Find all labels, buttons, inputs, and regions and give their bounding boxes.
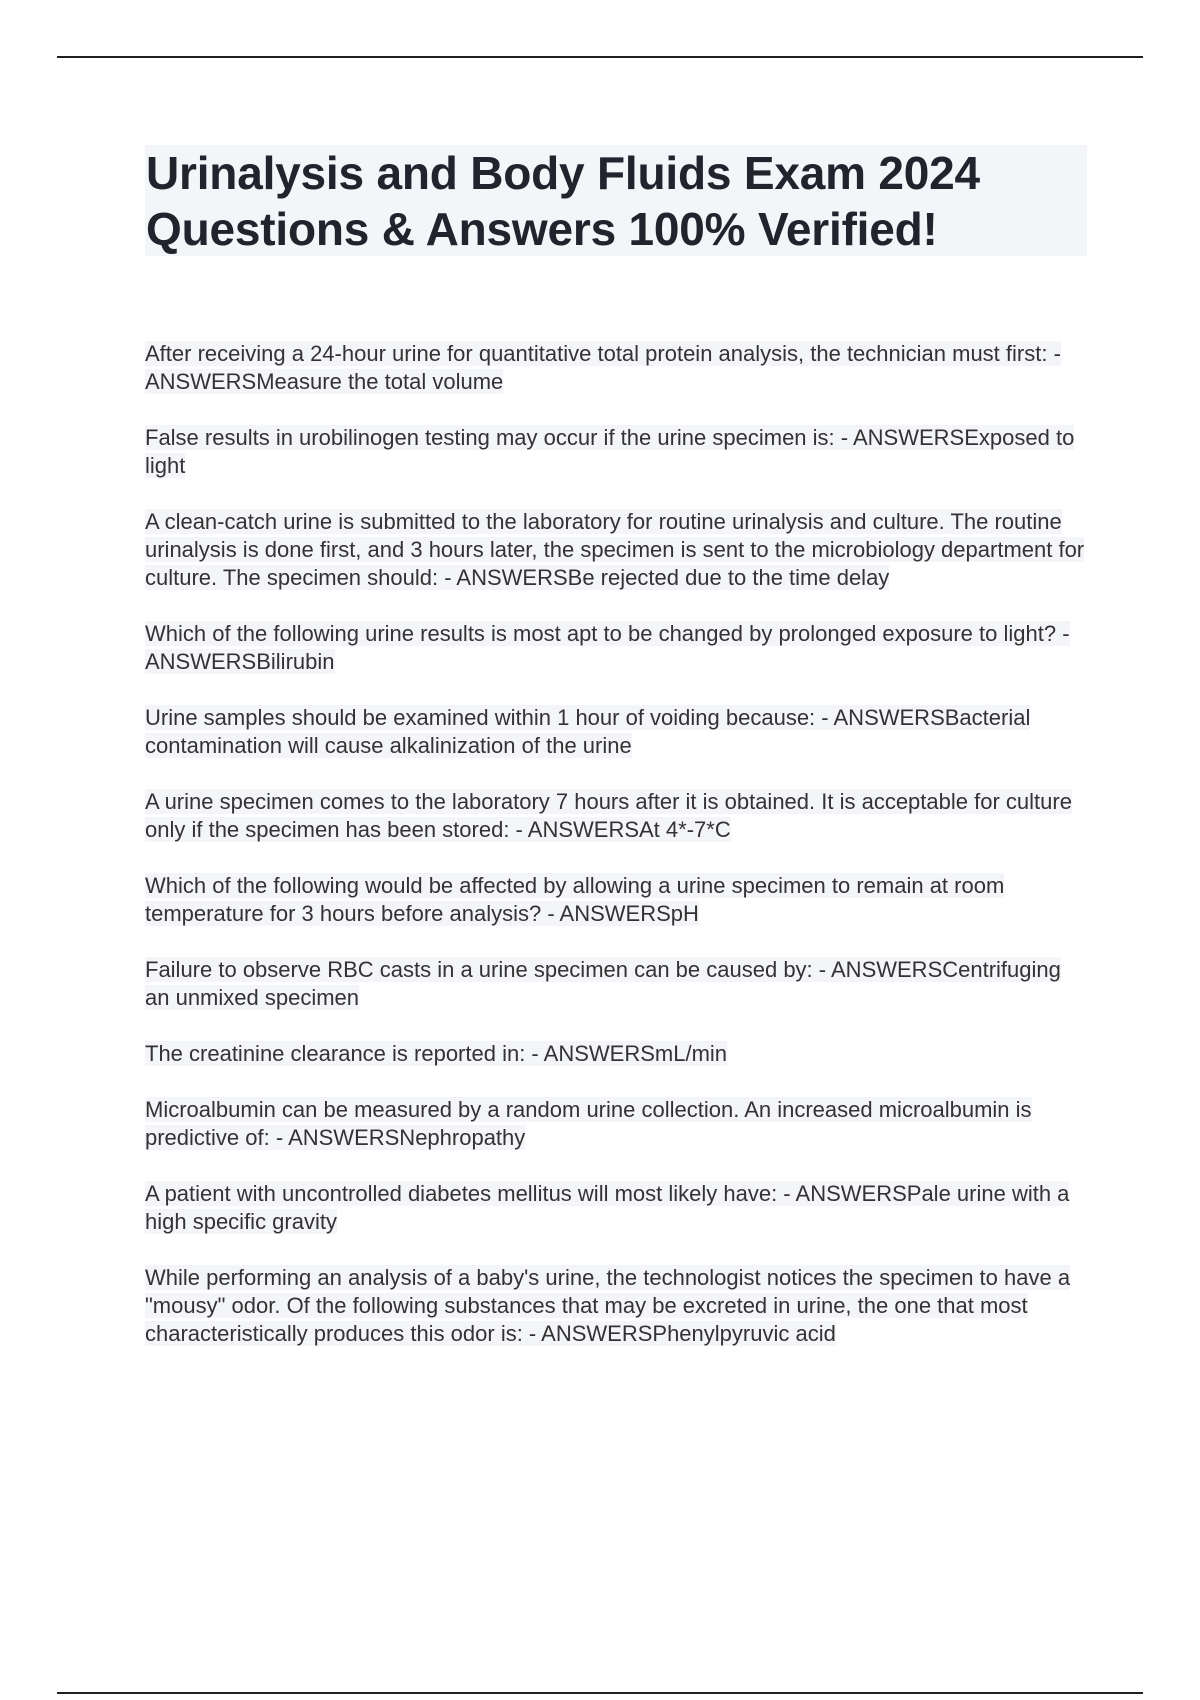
qa-text: While performing an analysis of a baby's urine, the technologist notices the specimen to have a "mousy" odor. Of the following substances that may be excreted in urine, the one that most characteristically produces this odor is: - ANSWERSPhenylpyruvic acid bbox=[145, 1265, 1071, 1346]
qa-item bbox=[145, 620, 1090, 676]
qa-text: Microalbumin can be measured by a random urine collection. An increased microalbumin is predictive of: - ANSWERSNephropathy bbox=[145, 1097, 1032, 1150]
qa-item bbox=[145, 1096, 1090, 1152]
qa-item bbox=[145, 704, 1090, 760]
qa-text: A clean-catch urine is submitted to the laboratory for routine urinalysis and culture. The routine urinalysis is done first, and 3 hours later, the specimen is sent to the microbiology department for culture. The specimen should: - ANSWERSBe rejected due to the time delay bbox=[145, 509, 1085, 590]
qa-text: After receiving a 24-hour urine for quantitative total protein analysis, the technician must first: - ANSWERSMeasure the total volume bbox=[145, 341, 1061, 394]
qa-item bbox=[145, 788, 1090, 844]
qa-text: Which of the following would be affected by allowing a urine specimen to remain at room temperature for 3 hours before analysis? - ANSWERSpH bbox=[145, 873, 1005, 926]
qa-text: A urine specimen comes to the laboratory 7 hours after it is obtained. It is acceptable for culture only if the specimen has been stored: - ANSWERSAt 4*-7*C bbox=[145, 789, 1072, 842]
qa-item bbox=[145, 1264, 1090, 1348]
qa-item bbox=[145, 1040, 1090, 1068]
top-rule bbox=[57, 56, 1143, 58]
qa-item bbox=[145, 1180, 1090, 1236]
qa-item bbox=[145, 872, 1090, 928]
qa-text: A patient with uncontrolled diabetes mellitus will most likely have: - ANSWERSPale urine with a high specific gravity bbox=[145, 1181, 1070, 1234]
qa-text: Which of the following urine results is most apt to be changed by prolonged exposure to light? - ANSWERSBilirubin bbox=[145, 621, 1070, 674]
qa-item bbox=[145, 956, 1090, 1012]
qa-text: False results in urobilinogen testing may occur if the urine specimen is: - ANSWERSExposed to light bbox=[145, 425, 1075, 478]
document-title: Urinalysis and Body Fluids Exam 2024 Questions & Answers 100% Verified! bbox=[146, 147, 980, 255]
qa-text: The creatinine clearance is reported in: - ANSWERSmL/min bbox=[145, 1041, 728, 1066]
qa-list bbox=[145, 340, 1090, 1376]
qa-item bbox=[145, 508, 1090, 592]
qa-text: Urine samples should be examined within 1 hour of voiding because: - ANSWERSBacterial contamination will cause alkalinization of the urine bbox=[145, 705, 1031, 758]
qa-text: Failure to observe RBC casts in a urine specimen can be caused by: - ANSWERSCentrifuging an unmixed specimen bbox=[145, 957, 1061, 1010]
bottom-rule bbox=[57, 1692, 1143, 1694]
qa-item bbox=[145, 424, 1090, 480]
qa-item bbox=[145, 340, 1090, 396]
title-block bbox=[145, 145, 1087, 256]
